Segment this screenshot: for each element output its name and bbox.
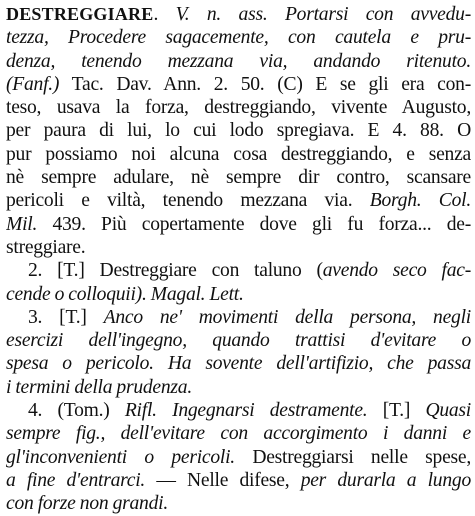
entry-line-6: per paura di lui, lo cui lodo spregiava. E 4. 88. O (6, 120, 471, 142)
source-abbrev: Borgh. Col. (369, 190, 471, 212)
sense-4-line-5: con forze non grandi. (6, 493, 168, 515)
entry-line-7: pur possiamo noi alcuna cosa destreggiando, e senza (6, 143, 471, 165)
entry-line-11: streggiare. (6, 236, 86, 258)
entry-line-9: pericoli e viltà, tenendo mezzana via. Borgh. Col. (6, 190, 471, 212)
entry-line-10: Mil. 439. Più copertamente dove gli fu forza... de- (6, 213, 471, 235)
entry-line-1: DESTREGGIARE. V. n. ass. Portarsi con avvedu- (6, 4, 471, 25)
entry-line-2: tezza, Procedere sagacemente, con cautela e pru- (6, 27, 471, 49)
source-abbrev: Magal. Lett. (150, 283, 244, 305)
entry-line-8: nè sempre adulare, nè sempre dir contro, scansare (6, 167, 471, 189)
entry-line-3: denza, tenendo mezzana via, andando ritenuto. (6, 50, 471, 72)
sense-3-line-4: i termini della prudenza. (6, 376, 192, 398)
sense-4-line-4: a fine d'entrarci. — Nelle difese, per durarla a lungo (6, 469, 471, 491)
entry-line-4: (Fanf.) Tac. Dav. Ann. 2. 50. (C) E se gli era con- (6, 73, 471, 95)
entry-line-5: teso, usava la forza, destreggiando, vivente Augusto, (6, 97, 471, 119)
sense-3-line-3: spesa o pericolo. Ha sovente dell'artifizio, che passa (6, 353, 471, 375)
sense-4-line-1: 4. (Tom.) Rifl. Ingegnarsi destramente. [T.] Quasi (28, 400, 471, 422)
sense-4-line-3: gl'inconvenienti o pericoli. Destreggiarsi nelle spese, (6, 446, 471, 468)
sense-3-line-1: 3. [T.] Anco ne' movimenti della persona, negli (28, 306, 471, 328)
sense-2-line-2: cende o colloquii). Magal. Lett. (6, 283, 244, 305)
sense-2-line-1: 2. [T.] Destreggiare con taluno (avendo seco fac- (28, 260, 471, 282)
sense-3-line-2: esercizi dell'ingegno, quando trattisi d'evitare o (6, 330, 471, 352)
headword: DESTREGGIARE (6, 4, 154, 24)
sense-4-line-2: sempre fig., dell'evitare con accorgimento i danni e (6, 423, 471, 445)
grammar-label: V. n. ass. Portarsi con avvedu- (175, 4, 471, 25)
source-abbrev: Mil. (6, 213, 38, 235)
source-abbrev: (Fanf.) (6, 73, 60, 95)
